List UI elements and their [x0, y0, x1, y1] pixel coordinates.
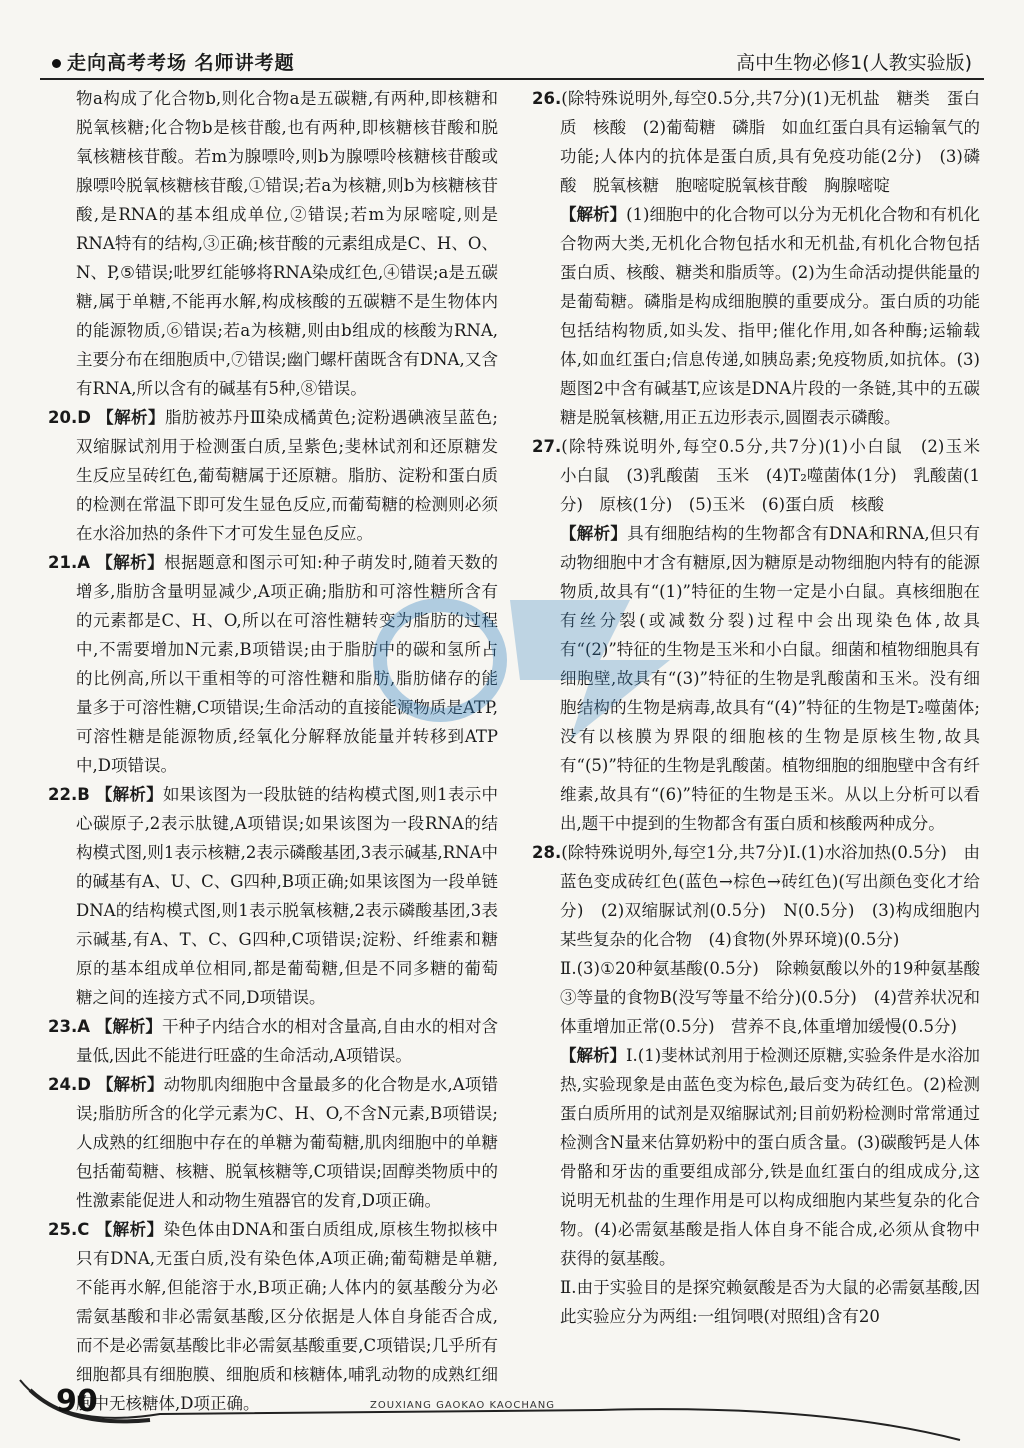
- answer-tag: D 【解析】: [77, 1075, 164, 1094]
- answer-paragraph: [532, 84, 980, 200]
- question-number: 26.: [532, 89, 562, 108]
- question-number: 27.: [532, 437, 562, 456]
- answer-text: 染色体由DNA和蛋白质组成,原核生物拟核中只有DNA,无蛋白质,没有染色体,A项正确;葡萄糖是单糖,不能再水解,但能溶于水,B项正确;人体内的氨基酸分为必需氨基酸和非必需氨基酸,区分依据是人体自身能否合成,而不是必需氨基酸比非必需氨基酸重要,C项错误;几乎所有细胞都具有细胞膜、细胞质和核糖体,哺乳动物的成熟红细胞中无核糖体,D项正确。: [76, 1220, 498, 1413]
- book-subject-title: 高中生物必修1(人教实验版): [736, 52, 972, 74]
- question-number: 21.: [48, 553, 78, 572]
- answer-text: 动物肌肉细胞中含量最多的化合物是水,A项错误;脂肪所含的化学元素为C、H、O,不含N元素,B项错误;人成熟的红细胞中存在的单糖为葡萄糖,肌肉细胞中的单糖包括葡萄糖、核糖、脱氧核糖等,C项错误;固醇类物质中的性激素能促进人和动物生殖器官的发育,D项正确。: [76, 1075, 498, 1210]
- answer-paragraph: [532, 200, 980, 432]
- answer-paragraph: [532, 432, 997, 519]
- answer-text: 具有细胞结构的生物都含有DNA和RNA,但只有动物细胞中才含有糖原,因为糖原是动物细胞内特有的能源物质,故具有“(1)”特征的生物一定是小白鼠。真核细胞在有丝分裂(或减数分裂)过程中会出现染色体,故具有“(2)”特征的生物是玉米和小白鼠。细菌和植物细胞具有细胞壁,故具有“(3)”特征的生物是乳酸菌和玉米。没有细胞结构的生物是病毒,故具有“(4)”特征的生物是T₂噬菌体;没有以核膜为界限的细胞核的生物是原核生物,故具有“(5)”特征的生物是乳酸菌。植物细胞的细胞壁中含有纤维素,故具有“(6)”特征的生物是玉米。从以上分析可以看出,题干中提到的生物都含有蛋白质和核酸两种成分。: [560, 524, 980, 833]
- answer-paragraph: [532, 1041, 980, 1273]
- question-number: 28.: [532, 843, 562, 862]
- answer-tag: C 【解析】: [77, 1220, 164, 1239]
- page-header: [40, 44, 984, 80]
- question-number: 23.: [48, 1017, 78, 1036]
- answer-tag: A 【解析】: [77, 553, 165, 572]
- question-number: 20.: [48, 408, 78, 427]
- answer-tag: 【解析】: [560, 205, 627, 224]
- answer-tag: 【解析】: [560, 1046, 627, 1065]
- answer-text: Ⅰ.(1)斐林试剂用于检测还原糖,实验条件是水浴加热,实验现象是由蓝色变为棕色,最后变为砖红色。(2)检测蛋白质所用的试剂是双缩脲试剂;目前奶粉检测时常常通过检测含N量来估算奶粉中的蛋白质含量。(3)碳酸钙是人体骨骼和牙齿的重要组成部分,铁是血红蛋白的组成成分,这说明无机盐的生理作用是可以构成细胞内某些复杂的化合物。(4)必需氨基酸是指人体自身不能合成,必须从食物中获得的氨基酸。: [560, 1046, 981, 1268]
- answer-text: 物a构成了化合物b,则化合物a是五碳糖,有两种,即核糖和脱氧核糖;化合物b是核苷酸,也有两种,即核糖核苷酸和脱氧核糖核苷酸。若m为腺嘌呤,则b为腺嘌呤核糖核苷酸或腺嘌呤脱氧核糖核苷酸,①错误;若a为核糖,则b为核糖核苷酸,是RNA的基本组成单位,②错误;若m为尿嘧啶,则是RNA特有的结构,③正确;核苷酸的元素组成是C、H、O、N、P,⑤错误;吡罗红能够将RNA染成红色,④错误;a是五碳糖,属于单糖,不能再水解,构成核酸的五碳糖不是生物体内的能源物质,⑥错误;若a为核糖,则由b组成的核酸为RNA,主要分布在细胞质中,⑦错误;幽门螺杆菌既含有DNA,又含有RNA,所以含有的碱基有5种,⑧错误。: [76, 89, 498, 398]
- answer-paragraph: [532, 519, 980, 838]
- answer-text: (除特殊说明外,每空1分,共7分)Ⅰ.(1)水浴加热(0.5分) 由蓝色变成砖红色(蓝色→棕色→砖红色)(写出颜色变化才给分) (2)双缩脲试剂(0.5分) N(0.5分) (3)构成细胞内某些复杂的化合物 (4)食物(外界环境)(0.5分): [560, 843, 980, 949]
- answer-text: 脂肪被苏丹Ⅲ染成橘黄色;淀粉遇碘液呈蓝色;双缩脲试剂用于检测蛋白质,呈紫色;斐林试剂和还原糖发生反应呈砖红色,葡萄糖属于还原糖。脂肪、淀粉和蛋白质的检测在常温下即可发生显色反应,而葡萄糖的检测则必须在水浴加热的条件下才可发生显色反应。: [76, 408, 498, 543]
- question-number: 25.: [48, 1220, 78, 1239]
- answer-paragraph: [48, 1012, 498, 1070]
- book-series-title-text: 走向高考考场 名师讲考题: [67, 52, 295, 74]
- answer-paragraph: [48, 1070, 498, 1215]
- page-footer: [0, 1370, 1024, 1448]
- answer-tag: D 【解析】: [77, 408, 165, 427]
- footer-brand-text: ZOUXIANG GAOKAO KAOCHANG: [370, 1400, 555, 1411]
- answer-paragraph: [532, 954, 997, 1041]
- bullet-dot-icon: [52, 59, 61, 68]
- answer-paragraph: [48, 780, 498, 1012]
- question-number: 22.: [48, 785, 78, 804]
- answer-paragraph: [48, 548, 498, 780]
- answer-paragraph: [48, 403, 498, 548]
- answer-tag: A 【解析】: [77, 1017, 162, 1036]
- answer-tag: B 【解析】: [77, 785, 163, 804]
- answer-text: 干种子内结合水的相对含量高,自由水的相对含量低,因此不能进行旺盛的生命活动,A项错误。: [76, 1017, 498, 1065]
- answer-paragraph: [532, 838, 980, 954]
- right-answer-column: [532, 84, 997, 1331]
- answer-paragraph: [48, 84, 498, 403]
- page-number: 90: [56, 1384, 98, 1419]
- answer-text: (除特殊说明外,每空0.5分,共7分)(1)无机盐 糖类 蛋白质 核酸 (2)葡萄糖 磷脂 如血红蛋白具有运输氧气的功能;人体内的抗体是蛋白质,具有免疫功能(2分) (3)磷酸 脱氧核糖 胞嘧啶脱氧核苷酸 胸腺嘧啶: [560, 89, 980, 195]
- answer-text: (1)细胞中的化合物可以分为无机化合物和有机化合物两大类,无机化合物包括水和无机盐,有机化合物包括蛋白质、核酸、糖类和脂质等。(2)为生命活动提供能量的是葡萄糖。磷脂是构成细胞膜的重要成分。蛋白质的功能包括结构物质,如头发、指甲;催化作用,如各种酶;运输载体,如血红蛋白;信息传递,如胰岛素;免疫物质,如抗体。(3)题图2中含有碱基T,应该是DNA片段的一条链,其中的五碳糖是脱氧核糖,用正五边形表示,圆圈表示磷酸。: [560, 205, 981, 427]
- answer-text: 如果该图为一段肽链的结构模式图,则1表示中心碳原子,2表示肽键,A项错误;如果该图为一段RNA的结构模式图,则1表示核糖,2表示磷酸基团,3表示碱基,RNA中的碱基有A、U、C、G四种,B项正确;如果该图为一段单链DNA的结构模式图,则1表示脱氧核糖,2表示磷酸基团,3表示碱基,有A、T、C、G四种,C项错误;淀粉、纤维素和糖原的基本组成单位相同,都是葡萄糖,但是不同多糖的葡萄糖之间的连接方式不同,D项错误。: [76, 785, 498, 1007]
- answer-text: Ⅱ.由于实验目的是探究赖氨酸是否为大鼠的必需氨基酸,因此实验应分为两组:一组饲喂(对照组)含有20: [560, 1278, 980, 1326]
- answer-paragraph: [532, 1273, 980, 1331]
- answer-tag: 【解析】: [560, 524, 628, 543]
- left-answer-column: [48, 84, 498, 1418]
- book-series-title: [52, 48, 295, 75]
- question-number: 24.: [48, 1075, 78, 1094]
- answer-text: Ⅱ.(3)①20种氨基酸(0.5分) 除赖氨酸以外的19种氨基酸 ③等量的食物B(没写等量不给分)(0.5分) (4)营养状况和体重增加正常(0.5分) 营养不良,体重增加缓慢(0.5分): [560, 959, 997, 1036]
- answer-text: 根据题意和图示可知:种子萌发时,随着天数的增多,脂肪含量明显减少,A项正确;脂肪和可溶性糖所含有的元素都是C、H、O,所以在可溶性糖转变为脂肪的过程中,不需要增加N元素,B项错误;由于脂肪中的碳和氢所占的比例高,所以干重相等的可溶性糖和脂肪,脂肪储存的能量多于可溶性糖,C项错误;生命活动的直接能源物质是ATP,可溶性糖是能源物质,经氧化分解释放能量并转移到ATP中,D项错误。: [76, 553, 498, 775]
- answer-text: (除特殊说明外,每空0.5分,共7分)(1)小白鼠 (2)玉米 小白鼠 (3)乳酸菌 玉米 (4)T₂噬菌体(1分) 乳酸菌(1分) 原核(1分) (5)玉米 (6)蛋白质 核酸: [560, 437, 997, 514]
